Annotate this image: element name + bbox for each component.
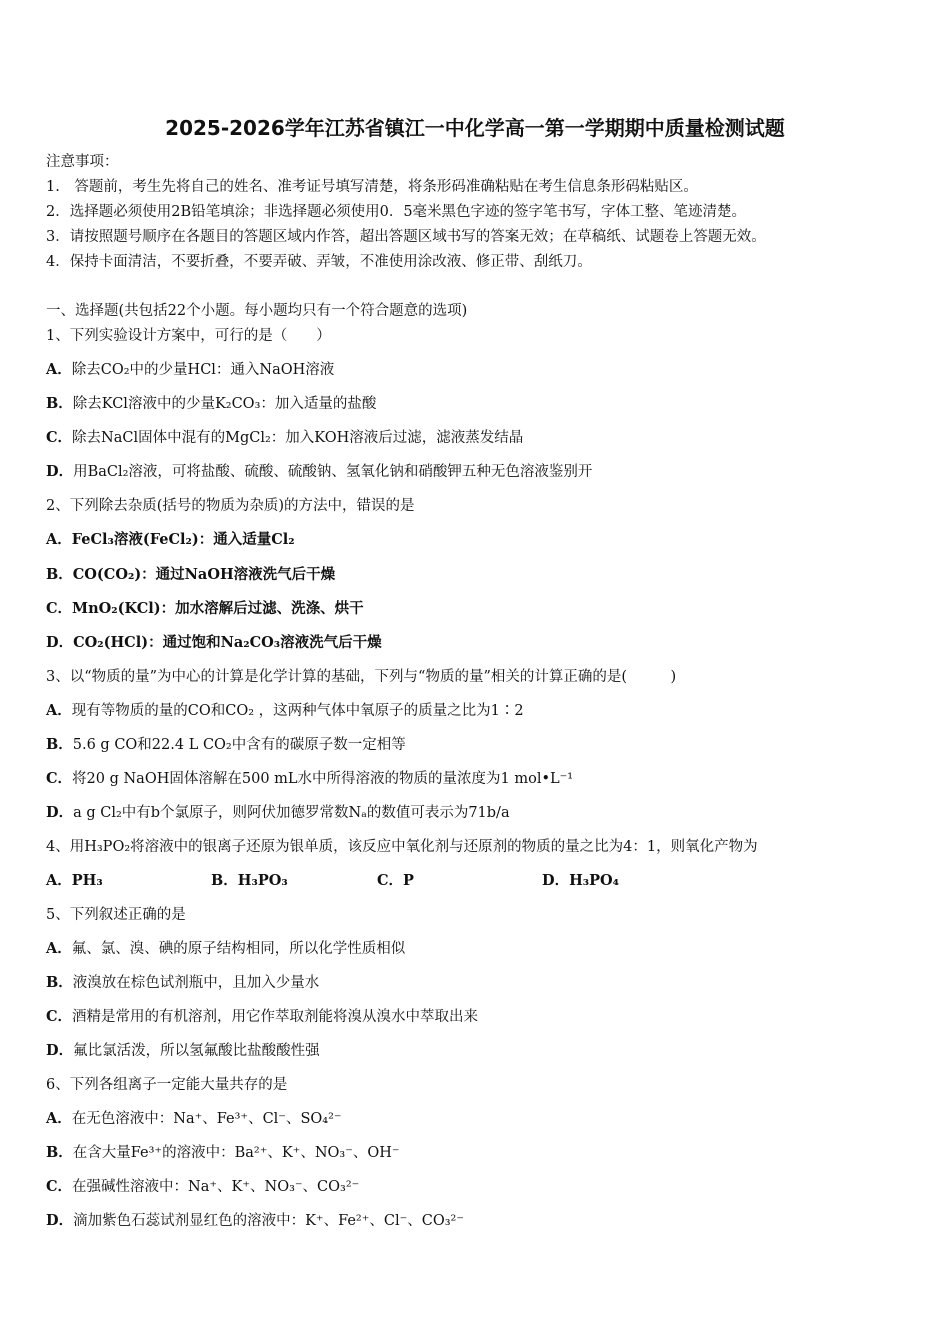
question-2-option-b [46, 565, 335, 585]
option-label: C． [46, 770, 73, 787]
question-4-option-d [542, 871, 619, 891]
option-text: CO(CO₂)：通过NaOH溶液洗气后干燥 [72, 566, 336, 583]
option-label: A． [46, 1110, 72, 1127]
question-1-option-a [46, 360, 334, 380]
question-2-option-d [46, 633, 382, 653]
option-label: D． [46, 463, 74, 480]
question-6-option-a [46, 1109, 342, 1129]
option-label: B． [211, 872, 238, 889]
option-text: 在含大量Fe³⁺的溶液中：Ba²⁺、K⁺、NO₃⁻、OH⁻ [72, 1145, 400, 1161]
option-text: 5.6 g CO和22.4 L CO₂中含有的碳原子数一定相等 [72, 737, 406, 753]
question-6-stem: 6、下列各组离子一定能大量共存的是 [46, 1077, 288, 1093]
notice-item-3: 3．请按照题号顺序在各题目的答题区域内作答，超出答题区域书写的答案无效；在草稿纸、试题卷上答题无效。 [46, 229, 766, 245]
option-text: 氟、氯、溴、碘的原子结构相同，所以化学性质相似 [71, 941, 406, 957]
question-2-option-a [46, 530, 295, 550]
option-text: 现有等物质的量的CO和CO₂ ，这两种气体中氧原子的质量之比为1∶2 [71, 703, 524, 719]
notice-item-4: 4．保持卡面清洁，不要折叠，不要弄破、弄皱，不准使用涂改液、修正带、刮纸刀。 [46, 254, 592, 270]
option-text: 除去CO₂中的少量HCl：通入NaOH溶液 [71, 362, 335, 378]
option-label: B． [46, 974, 73, 991]
option-label: D． [46, 1212, 74, 1229]
option-label: D． [46, 1042, 74, 1059]
option-label: D． [542, 872, 570, 889]
option-label: A． [46, 872, 72, 889]
question-5-option-d [46, 1041, 320, 1061]
question-6-option-c [46, 1177, 359, 1197]
question-5-stem: 5、下列叙述正确的是 [46, 907, 186, 923]
notice-heading: 注意事项： [46, 154, 119, 170]
option-text: 滴加紫色石蕊试剂显红色的溶液中：K⁺、Fe²⁺、Cl⁻、CO₃²⁻ [73, 1213, 465, 1229]
question-4-option-a [46, 871, 103, 891]
question-4-option-c [377, 871, 414, 891]
option-text: FeCl₃溶液(FeCl₂)：通入适量Cl₂ [71, 531, 295, 548]
question-3-option-a [46, 701, 524, 721]
option-text: MnO₂(KCl)：加水溶解后过滤、洗涤、烘干 [72, 600, 364, 617]
option-label: B． [46, 395, 73, 412]
option-label: C． [377, 872, 404, 889]
option-text: P [403, 872, 414, 889]
question-3-stem: 3、以“物质的量”为中心的计算是化学计算的基础，下列与“物质的量”相关的计算正确的是( ) [46, 669, 677, 685]
option-text: a g Cl₂中有b个氯原子，则阿伏加德罗常数Nₐ的数值可表示为71b/a [73, 805, 510, 821]
option-text: 在无色溶液中：Na⁺、Fe³⁺、Cl⁻、SO₄²⁻ [71, 1111, 342, 1127]
page-title: 2025-2026学年江苏省镇江一中化学高一第一学期期中质量检测试题 [165, 116, 785, 140]
option-text: PH₃ [71, 872, 103, 889]
option-text: 氟比氯活泼，所以氢氟酸比盐酸酸性强 [73, 1043, 320, 1059]
option-text: CO₂(HCl)：通过饱和Na₂CO₃溶液洗气后干燥 [73, 634, 382, 651]
option-label: B． [46, 566, 73, 583]
option-label: A． [46, 531, 72, 548]
question-2-stem: 2、下列除去杂质(括号的物质为杂质)的方法中，错误的是 [46, 498, 415, 514]
option-label: A． [46, 940, 72, 957]
question-6-option-b [46, 1143, 400, 1163]
notice-item-2: 2．选择题必须使用2B铅笔填涂；非选择题必须使用0．5毫米黑色字迹的签字笔书写，字体工整、笔迹清楚。 [46, 204, 747, 220]
question-5-option-a [46, 939, 405, 959]
option-text: 酒精是常用的有机溶剂，用它作萃取剂能将溴从溴水中萃取出来 [72, 1009, 479, 1025]
option-label: C． [46, 600, 73, 617]
question-4-stem: 4、用H₃PO₂将溶液中的银离子还原为银单质，该反应中氧化剂与还原剂的物质的量之比为4：1，则氧化产物为 [46, 839, 758, 855]
option-text: 除去KCl溶液中的少量K₂CO₃：加入适量的盐酸 [72, 396, 377, 412]
option-text: 液溴放在棕色试剂瓶中，且加入少量水 [72, 975, 320, 991]
notice-item-1: 1. 答题前，考生先将自己的姓名、准考证号填写清楚，将条形码准确粘贴在考生信息条形码粘贴区。 [46, 179, 698, 195]
question-1-option-c [46, 428, 523, 448]
option-label: B． [46, 1144, 73, 1161]
question-6-option-d [46, 1211, 464, 1231]
option-label: D． [46, 634, 74, 651]
question-1-option-b [46, 394, 376, 414]
question-3-option-c [46, 769, 573, 789]
option-text: 将20 g NaOH固体溶解在500 mL水中所得溶液的物质的量浓度为1 mol•L⁻¹ [72, 771, 574, 787]
option-label: D． [46, 804, 74, 821]
option-text: 除去NaCl固体中混有的MgCl₂：加入KOH溶液后过滤，滤液蒸发结晶 [72, 430, 524, 446]
option-text: 在强碱性溶液中：Na⁺、K⁺、NO₃⁻、CO₃²⁻ [72, 1179, 360, 1195]
section-header: 一、选择题(共包括22个小题。每小题均只有一个符合题意的选项) [46, 303, 468, 319]
option-label: C． [46, 1178, 73, 1195]
option-label: B． [46, 736, 73, 753]
question-1-stem: 1、下列实验设计方案中，可行的是（ ） [46, 328, 331, 344]
option-label: C． [46, 1008, 73, 1025]
question-1-option-d [46, 462, 592, 482]
option-label: A． [46, 361, 72, 378]
option-text: 用BaCl₂溶液，可将盐酸、硫酸、硫酸钠、氢氧化钠和硝酸钾五种无色溶液鉴别开 [73, 464, 593, 480]
question-3-option-d [46, 803, 510, 823]
question-3-option-b [46, 735, 406, 755]
option-text: H₃PO₄ [569, 872, 620, 889]
question-4-options [46, 871, 906, 891]
option-label: A． [46, 702, 72, 719]
question-5-option-c [46, 1007, 478, 1027]
question-5-option-b [46, 973, 319, 993]
option-text: H₃PO₃ [237, 872, 288, 889]
question-4-option-b [211, 871, 288, 891]
option-label: C． [46, 429, 73, 446]
question-2-option-c [46, 599, 364, 619]
